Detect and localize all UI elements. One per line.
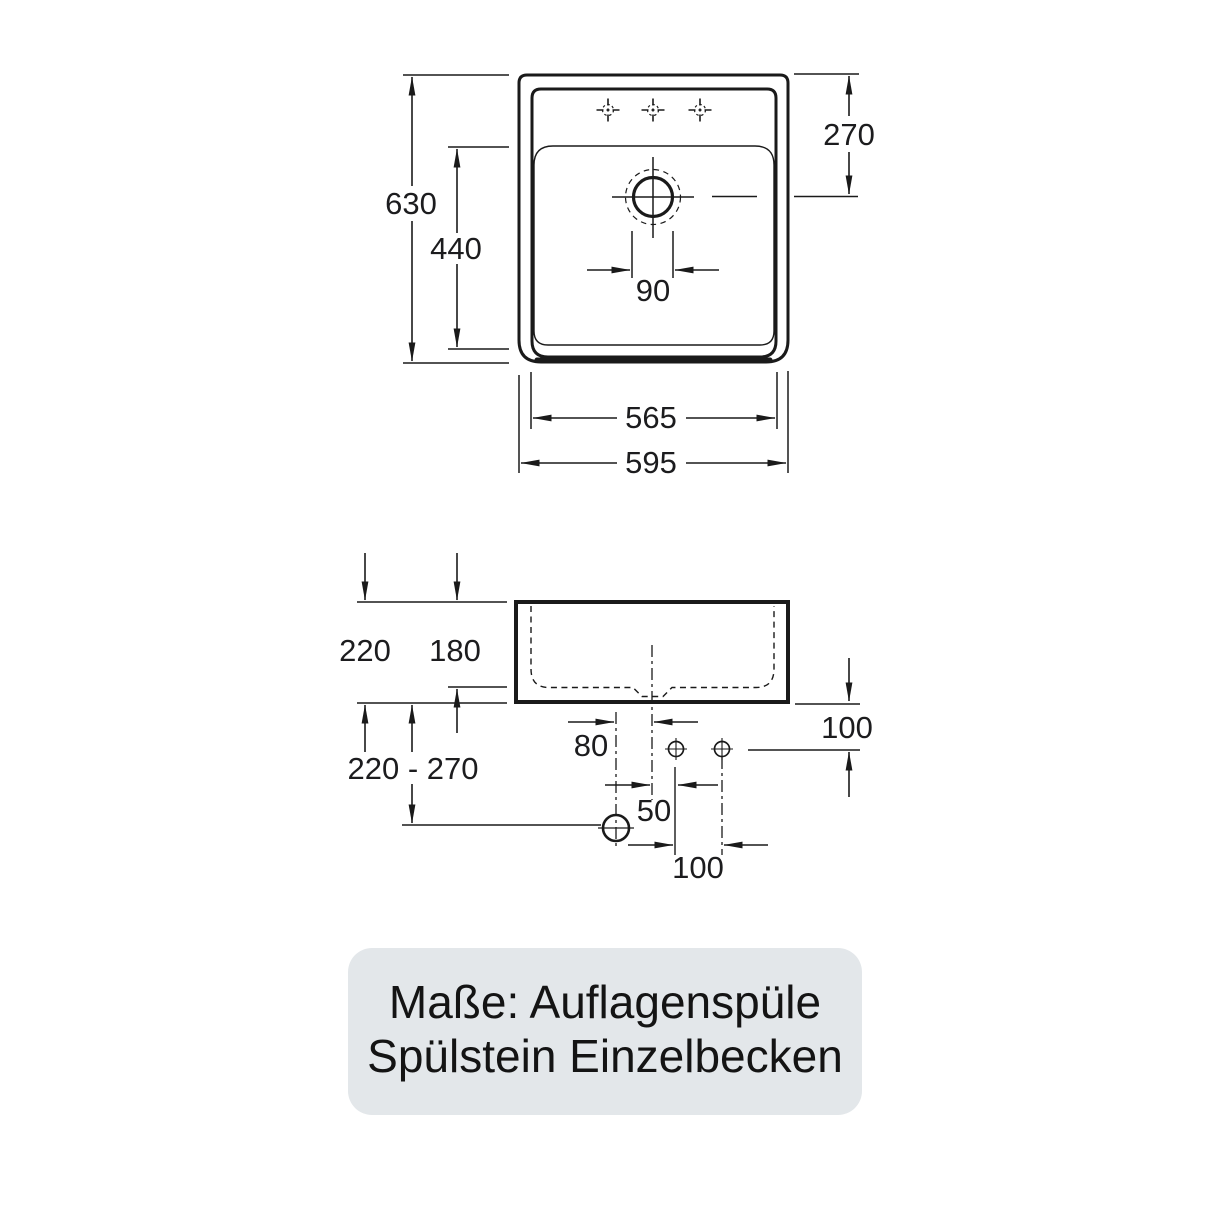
faucet-hole-icon [597, 99, 620, 122]
side-view-dimension-lines [365, 553, 849, 845]
caption-line2: Spülstein Einzelbecken [367, 1030, 843, 1082]
dim-label-50: 50 [636, 793, 672, 828]
side-view-labels [339, 633, 873, 885]
drain-symbol [612, 157, 757, 238]
top-view-labels [385, 117, 875, 480]
small-hole-symbol [711, 738, 733, 760]
top-view-basin-outline [534, 146, 774, 345]
dim-label-180: 180 [429, 633, 481, 668]
dim-label-440: 440 [430, 231, 482, 266]
caption-line1: Maße: Auflagenspüle [388, 976, 822, 1028]
drain-crosshair [612, 157, 757, 238]
dim-label-630: 630 [385, 186, 437, 221]
dim-label-100-right: 100 [821, 710, 873, 745]
caption-box [348, 948, 862, 1115]
dim-label-80: 80 [573, 728, 609, 763]
dim-label-220-270: 220 - 270 [347, 751, 479, 786]
dim-label-220: 220 [339, 633, 391, 668]
top-view-rim-outline [532, 89, 776, 357]
dim-label-270: 270 [823, 117, 875, 152]
side-view [357, 553, 860, 855]
dim-label-565: 565 [625, 400, 677, 435]
faucet-hole-markers [597, 99, 712, 122]
dim-label-100-bottom: 100 [672, 850, 724, 885]
dim-label-90: 90 [635, 273, 671, 308]
faucet-hole-icon [689, 99, 712, 122]
faucet-hole-icon [642, 99, 665, 122]
dim-label-595: 595 [625, 445, 677, 480]
small-hole-symbol [665, 738, 687, 760]
